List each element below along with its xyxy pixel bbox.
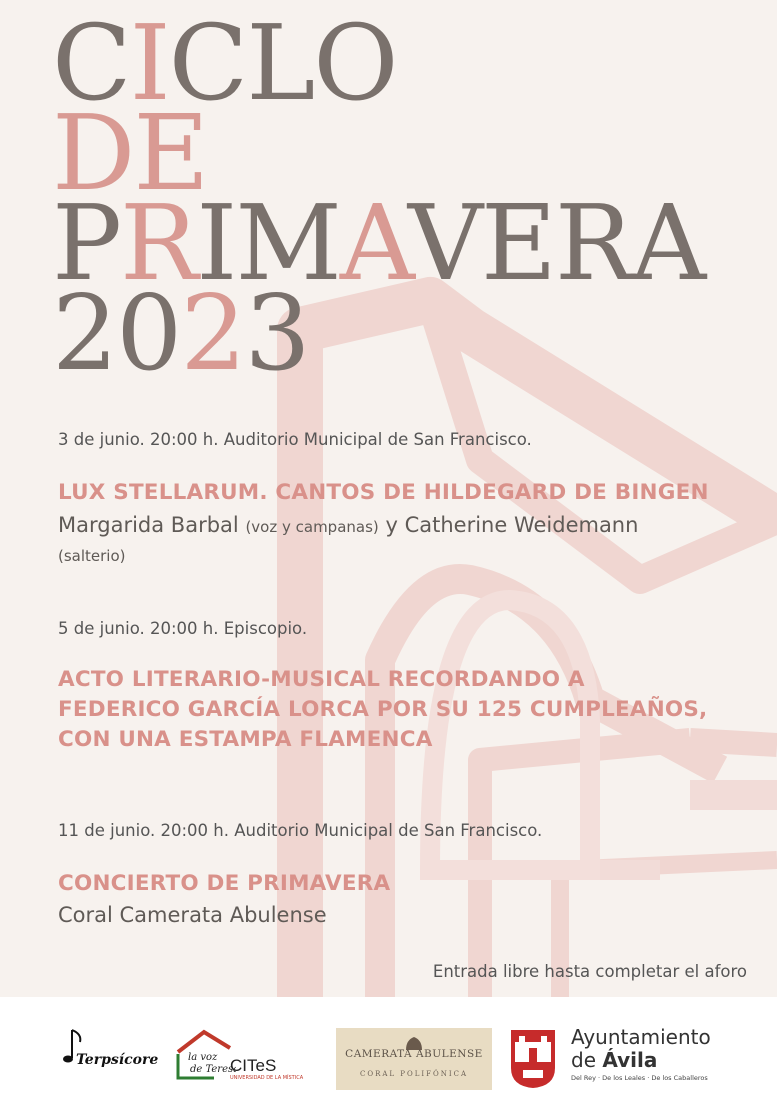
event-1-date: 3 de junio. 20:00 h. Auditorio Municipal de San Francisco.	[58, 430, 532, 449]
event-3-title: CONCIERTO DE PRIMAVERA	[58, 871, 391, 896]
event-1-performers: Margarida Barbal (voz y campanas) y Catherine Weidemann (salterio)	[58, 513, 639, 565]
cites-logo: la voz de Teresa CITeS UNIVERSIDAD DE LA MÍSTICA	[174, 1028, 236, 1086]
cites-emblem-icon	[174, 1028, 236, 1082]
event-3-date: 11 de junio. 20:00 h. Auditorio Municipal de San Francisco.	[58, 821, 543, 840]
event-2-title: ACTO LITERARIO-MUSICAL RECORDANDO A FEDERICO GARCÍA LORCA POR SU 125 CUMPLEAÑOS, CON UNA ESTAMPA FLAMENCA	[58, 667, 708, 752]
title-line-de: DE	[52, 92, 208, 214]
title-line-primavera: PRIMAVERA	[52, 182, 705, 304]
avila-shield-icon	[509, 1028, 557, 1090]
ayuntamiento-avila-text: Ayuntamiento de Ávila Del Rey · De los Leales · De los Caballeros	[571, 1025, 711, 1082]
svg-text:la voz: la voz	[188, 1052, 218, 1063]
event-3-performer: Coral Camerata Abulense	[58, 903, 327, 927]
entry-note: Entrada libre hasta completar el aforo	[432, 962, 747, 981]
camerata-abulense-logo: CAMERATA ABULENSE CORAL POLIFÓNICA	[336, 1028, 492, 1090]
title-line-ciclo: CICLO	[52, 2, 397, 124]
poster-title	[52, 2, 705, 394]
event-2-date: 5 de junio. 20:00 h. Episcopio.	[58, 619, 308, 638]
title-line-year: 2023	[52, 272, 309, 394]
event-1-title: LUX STELLARUM. CANTOS DE HILDEGARD DE BINGEN	[58, 480, 709, 505]
svg-text:de Teresa: de Teresa	[190, 1064, 236, 1075]
